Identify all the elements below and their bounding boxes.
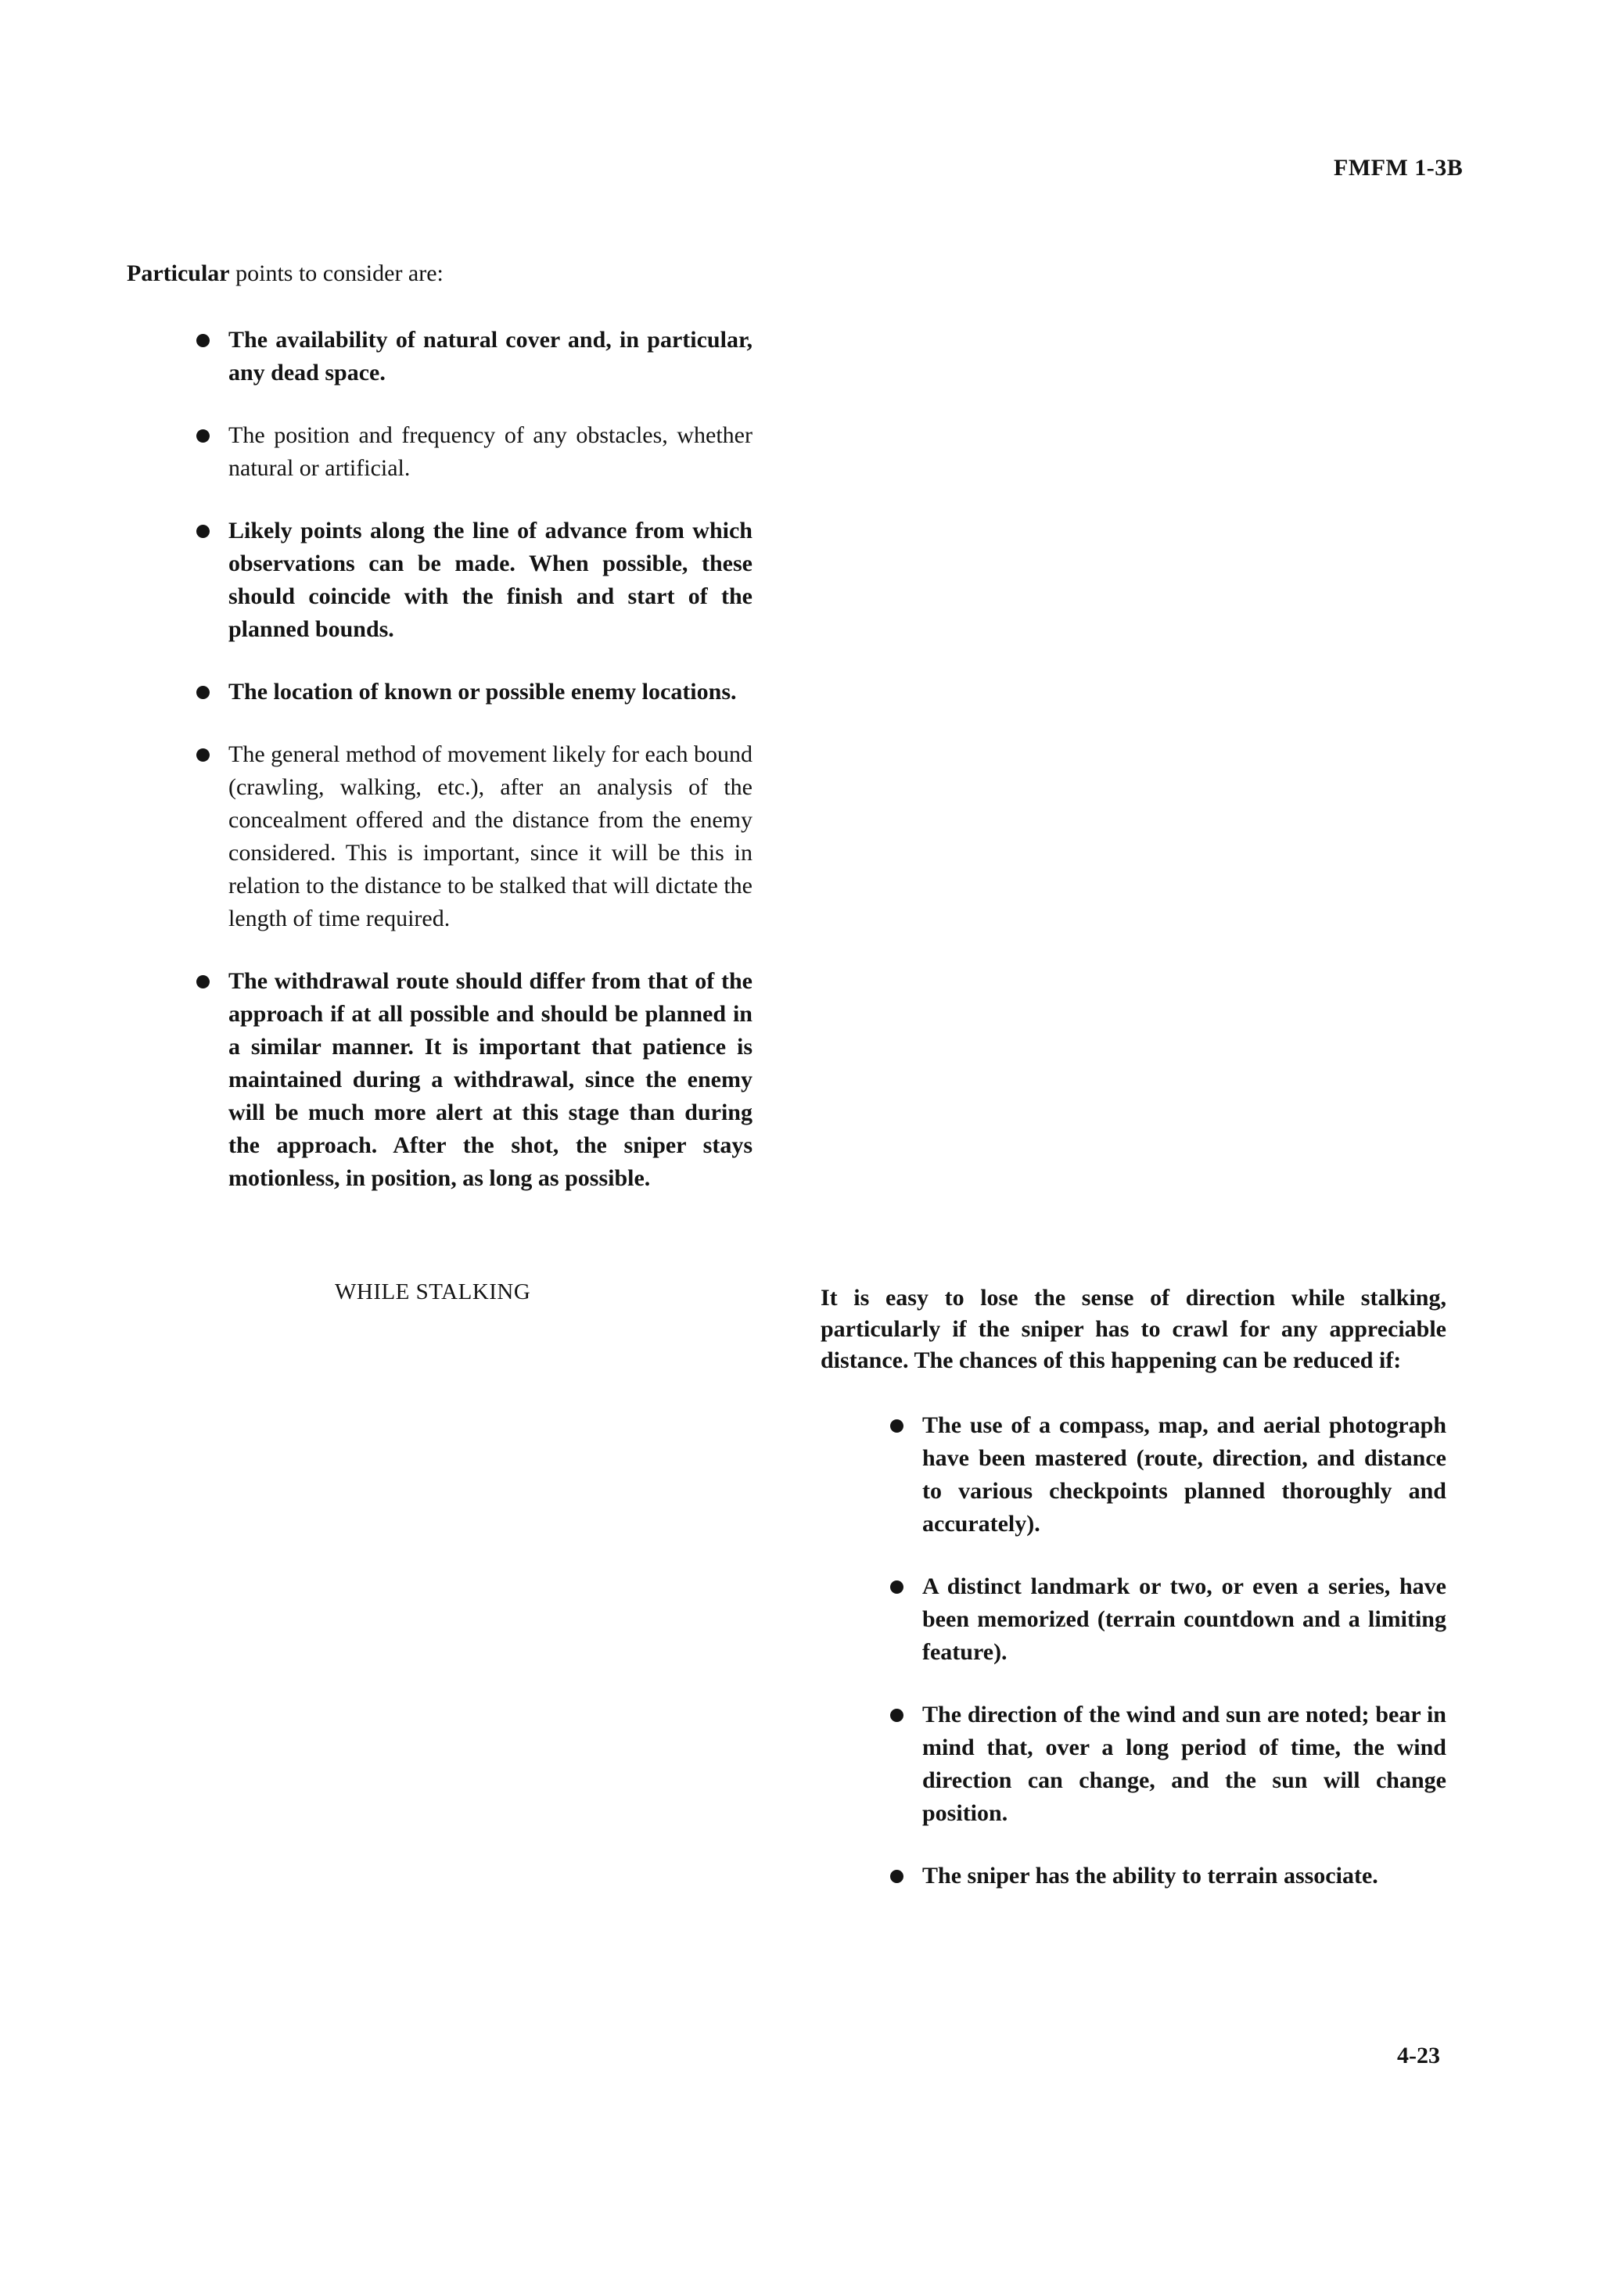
list-item-text: A distinct landmark or two, or even a series, have been memorized (terrain countdown and a limiting feature).	[922, 1573, 1446, 1665]
document-code: FMFM 1-3B	[1334, 155, 1464, 181]
list-item	[228, 419, 753, 485]
list-item-text: The use of a compass, map, and aerial photograph have been mastered (route, direction, and distance to various checkpoints planned thoroughly and accurately).	[922, 1412, 1446, 1537]
considerations-list	[228, 324, 753, 1225]
list-item-text: The position and frequency of any obstacles, whether natural or artificial.	[228, 422, 753, 481]
bullet-icon	[196, 975, 210, 988]
section-heading: WHILE STALKING	[335, 1279, 531, 1304]
page-number: 4-23	[1397, 2043, 1440, 2068]
bullet-icon	[890, 1709, 903, 1722]
list-item	[228, 324, 753, 389]
list-item	[228, 965, 753, 1195]
bullet-icon	[196, 429, 210, 443]
intro-sentence	[127, 260, 444, 287]
intro-lead: Particular	[127, 260, 230, 286]
list-item-text: Likely points along the line of advance from which observations can be made. When possible, these should coincide with the finish and start of the planned bounds.	[228, 518, 753, 642]
list-item	[228, 676, 753, 709]
list-item	[922, 1570, 1446, 1669]
intro-rest: points to consider are:	[229, 260, 444, 286]
list-item-text: The sniper has the ability to terrain associate.	[922, 1863, 1378, 1889]
bullet-icon	[890, 1419, 903, 1433]
list-item	[228, 738, 753, 935]
list-item	[922, 1699, 1446, 1830]
stalking-list	[922, 1409, 1446, 1922]
list-item-text: The direction of the wind and sun are noted; bear in mind that, over a long period of time, the wind direction can change, and the sun will change position.	[922, 1702, 1446, 1826]
list-item-text: The general method of movement likely for each bound (crawling, walking, etc.), after an analysis of the concealment offered and the distance from the enemy considered. This is important, since it will be this in relation to the distance to be stalked that will dictate the length of time required.	[228, 741, 753, 931]
bullet-icon	[890, 1870, 903, 1883]
bullet-icon	[196, 686, 210, 699]
section-intro: It is easy to lose the sense of direction while stalking, particularly if the sniper has to crawl for any appreciable distance. The chances of this happening can be reduced if:	[821, 1285, 1446, 1373]
list-item	[922, 1860, 1446, 1892]
list-item	[228, 515, 753, 646]
list-item-text: The location of known or possible enemy locations.	[228, 679, 737, 705]
list-item-text: The withdrawal route should differ from that of the approach if at all possible and should be planned in a similar manner. It is important that patience is maintained during a withdrawal, since the enemy will be much more alert at this stage than during the approach. After the shot, the sniper stays motionless, in position, as long as possible.	[228, 968, 753, 1191]
bullet-icon	[890, 1580, 903, 1594]
bullet-icon	[196, 748, 210, 762]
bullet-icon	[196, 525, 210, 538]
bullet-icon	[196, 334, 210, 347]
list-item	[922, 1409, 1446, 1541]
list-item-text: The availability of natural cover and, in particular, any dead space.	[228, 327, 753, 386]
